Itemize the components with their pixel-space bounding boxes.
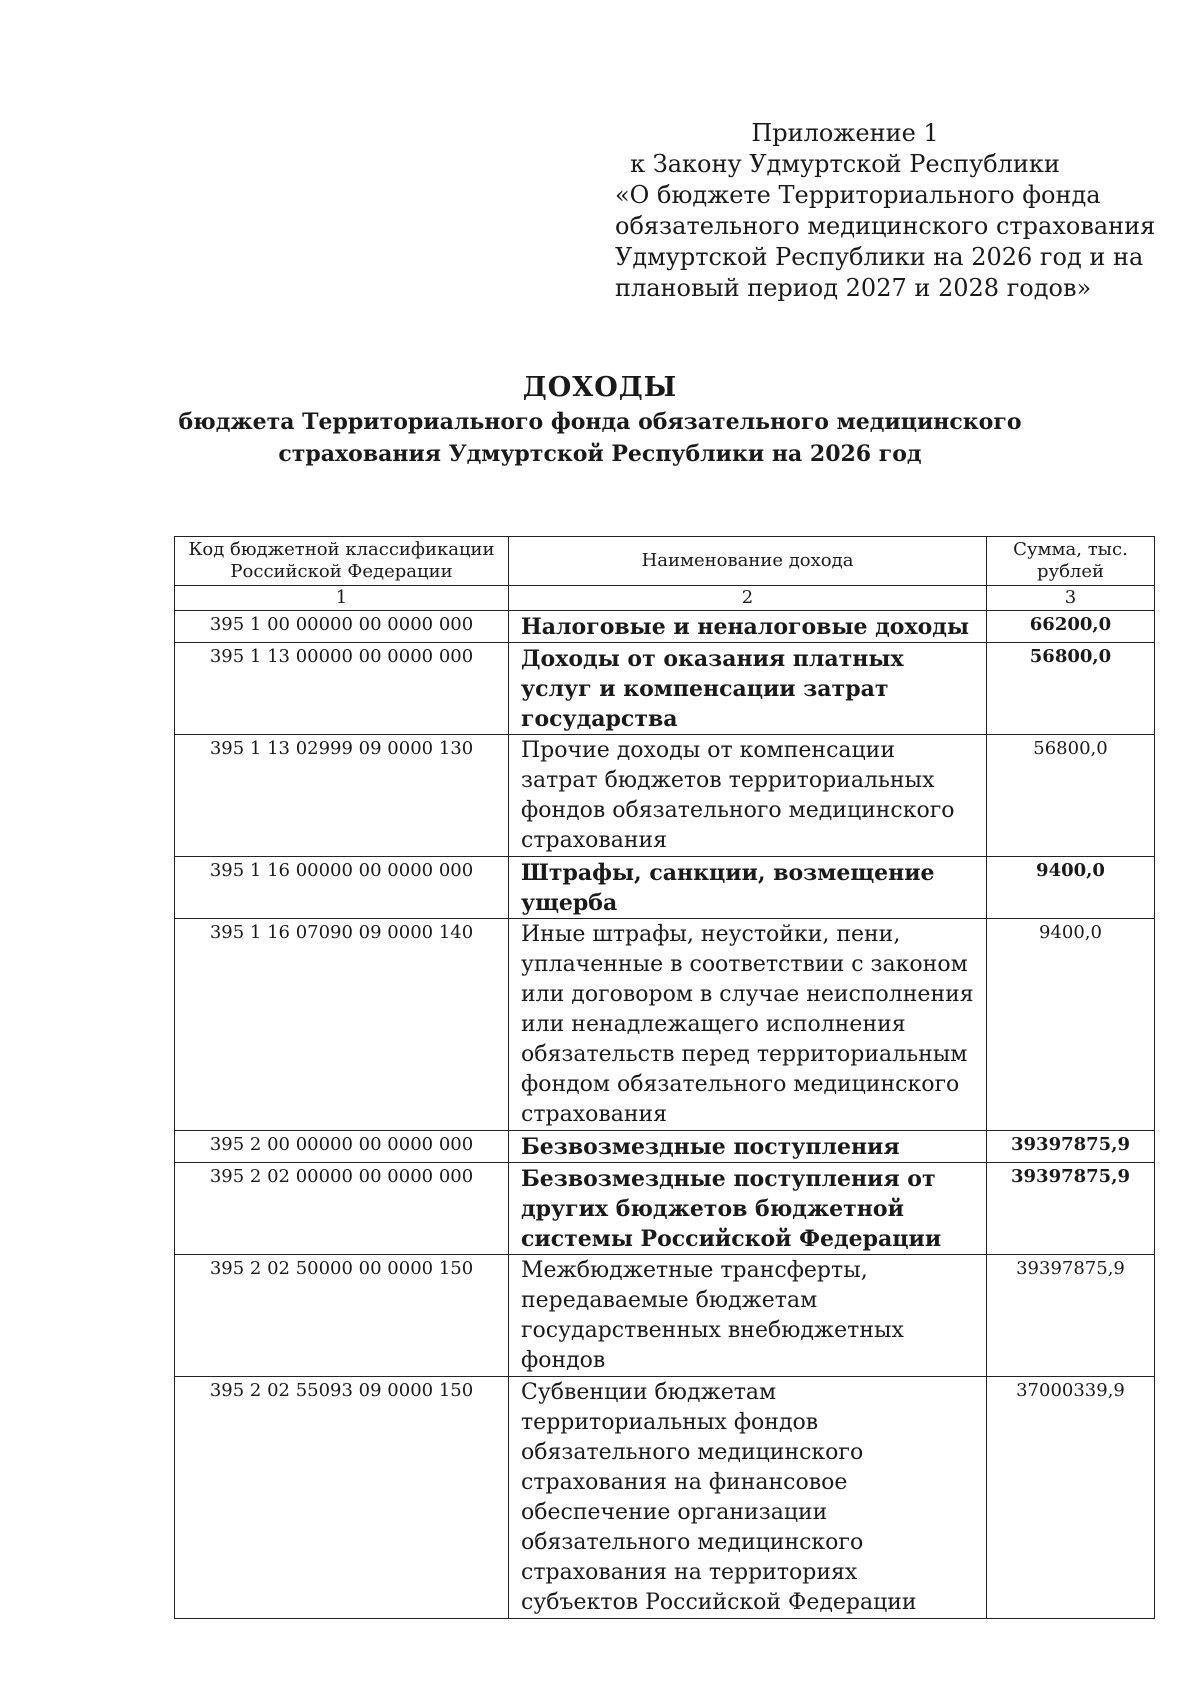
income-name: Прочие доходы от компенсации затрат бюджетов территориальных фондов обязательного медицинского страхования (509, 735, 987, 857)
budget-code: 395 2 02 00000 00 0000 000 (175, 1163, 509, 1255)
appendix-line: обязательного медицинского страхования (615, 212, 1156, 240)
budget-code: 395 2 02 55093 09 0000 150 (175, 1377, 509, 1619)
column-number: 1 (175, 586, 509, 611)
income-name: Субвенции бюджетам территориальных фондов обязательного медицинского страхования на финансовое обеспечение организации обязательного медицинского страхования на территориях субъектов Российской Федерации (509, 1377, 987, 1619)
income-name: Безвозмездные поступления (509, 1131, 987, 1163)
budget-code: 395 1 16 07090 09 0000 140 (175, 919, 509, 1131)
column-number-row (175, 586, 1155, 611)
income-sum: 39397875,9 (987, 1131, 1155, 1163)
column-number: 2 (509, 586, 987, 611)
table-row (175, 857, 1155, 919)
income-sum: 37000339,9 (987, 1377, 1155, 1619)
budget-code: 395 1 13 02999 09 0000 130 (175, 735, 509, 857)
budget-code: 395 1 16 00000 00 0000 000 (175, 857, 509, 919)
income-sum: 56800,0 (987, 643, 1155, 735)
income-sum: 39397875,9 (987, 1163, 1155, 1255)
table-row (175, 611, 1155, 643)
title-main: ДОХОДЫ (522, 372, 678, 403)
appendix-line: «О бюджете Территориального фонда (615, 181, 1101, 209)
table-row (175, 643, 1155, 735)
income-name: Штрафы, санкции, возмещение ущерба (509, 857, 987, 919)
income-sum: 9400,0 (987, 919, 1155, 1131)
table-row (175, 1163, 1155, 1255)
column-number: 3 (987, 586, 1155, 611)
income-name: Иные штрафы, неустойки, пени, уплаченные в соответствии с законом или договором в случае неисполнения или ненадлежащего исполнения обязательств перед территориальным фондом обязательного медицинского страхования (509, 919, 987, 1131)
appendix-line: Приложение 1 (751, 119, 939, 147)
table-header-row (175, 537, 1155, 586)
table-row (175, 1255, 1155, 1377)
budget-code: 395 2 02 50000 00 0000 150 (175, 1255, 509, 1377)
income-table (174, 536, 1155, 1619)
table-row (175, 735, 1155, 857)
header-sum: Сумма, тыс. рублей (987, 537, 1155, 586)
table-row (175, 919, 1155, 1131)
income-sum: 39397875,9 (987, 1255, 1155, 1377)
document-title (150, 370, 1050, 470)
budget-code: 395 1 13 00000 00 0000 000 (175, 643, 509, 735)
income-sum: 66200,0 (987, 611, 1155, 643)
budget-code: 395 1 00 00000 00 0000 000 (175, 611, 509, 643)
income-name: Доходы от оказания платных услуг и компенсации затрат государства (509, 643, 987, 735)
income-name: Безвозмездные поступления от других бюджетов бюджетной системы Российской Федерации (509, 1163, 987, 1255)
header-name: Наименование дохода (509, 537, 987, 586)
income-sum: 9400,0 (987, 857, 1155, 919)
table-row (175, 1377, 1155, 1619)
appendix-line: Удмуртской Республики на 2026 год и на (615, 243, 1144, 271)
header-code: Код бюджетной классификации Российской Федерации (175, 537, 509, 586)
budget-code: 395 2 00 00000 00 0000 000 (175, 1131, 509, 1163)
title-subtitle-line: страхования Удмуртской Республики на 2026 год (278, 441, 922, 467)
appendix-line: плановый период 2027 и 2028 годов» (615, 274, 1092, 302)
appendix-header (615, 118, 1156, 304)
income-sum: 56800,0 (987, 735, 1155, 857)
income-name: Межбюджетные трансферты, передаваемые бюджетам государственных внебюджетных фондов (509, 1255, 987, 1377)
title-subtitle-line: бюджета Территориального фонда обязательного медицинского (178, 409, 1022, 435)
appendix-line: к Закону Удмуртской Республики (630, 150, 1060, 178)
income-name: Налоговые и неналоговые доходы (509, 611, 987, 643)
table-row (175, 1131, 1155, 1163)
